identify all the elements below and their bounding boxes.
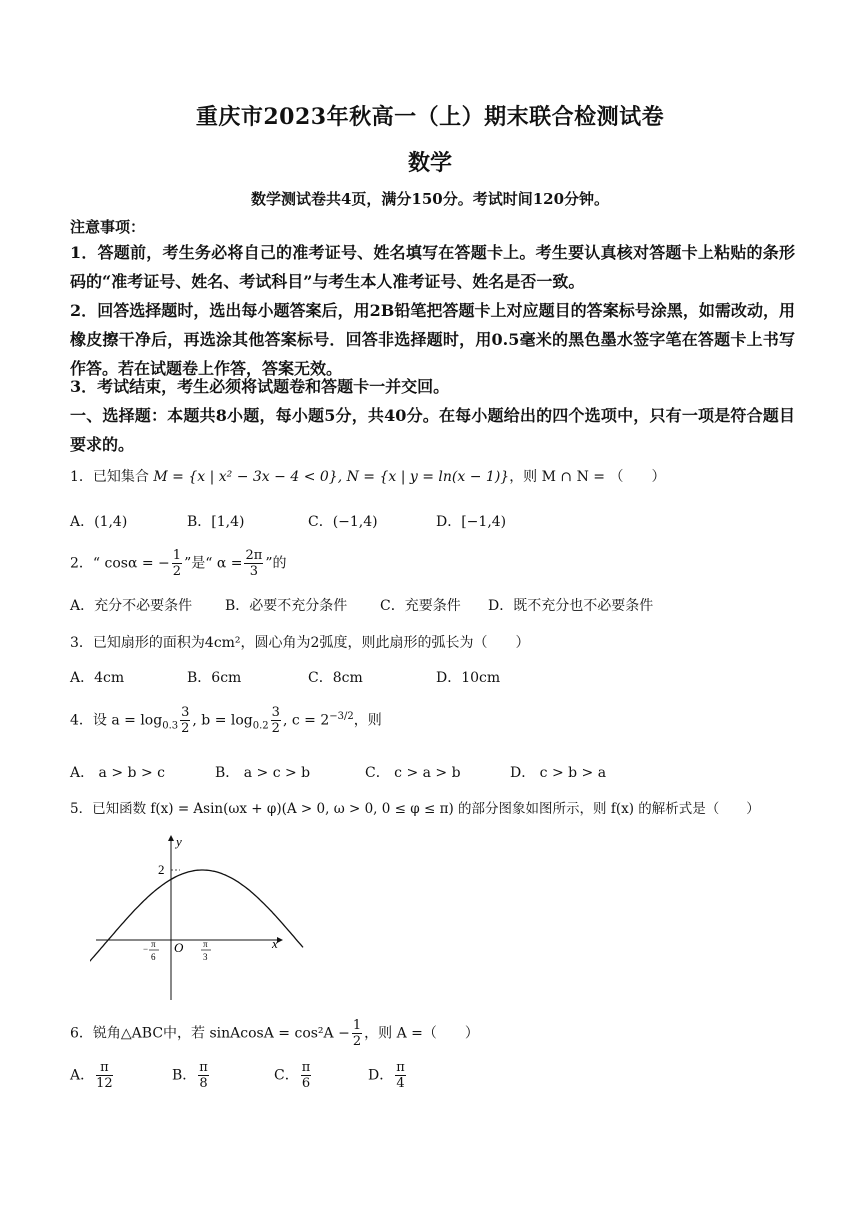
q2-option-c: C．充要条件 xyxy=(380,598,461,614)
q2-fraction-1 xyxy=(172,548,182,579)
q2-tail: ”的 xyxy=(265,555,287,572)
q1-option-c: C．(−1,4) xyxy=(308,514,378,530)
q6-option-c-den: 6 xyxy=(301,1076,311,1091)
q3-option-d: D．10cm xyxy=(436,670,501,686)
q1-set-n: , N = {x | y = ln(x − 1)} xyxy=(337,469,510,485)
q2-frac1-den: 2 xyxy=(172,564,182,579)
q6-open: 6．锐角△ABC中，若 sinAcosA = cos²A − xyxy=(70,1025,350,1042)
question-2 xyxy=(70,548,810,579)
left-tick-num: π xyxy=(151,939,156,949)
q6-option-d-letter: D． xyxy=(368,1067,394,1084)
q6-option-a xyxy=(70,1060,115,1091)
q2-fraction-2 xyxy=(244,548,263,579)
q6-option-b xyxy=(172,1060,211,1091)
right-tick-num: π xyxy=(203,939,208,949)
q3-option-c: C．8cm xyxy=(308,670,363,686)
q6-option-d-num: π xyxy=(396,1060,405,1075)
q6-tail: ，则 A =（ ） xyxy=(364,1025,479,1042)
q4-open: 4．设 a = log xyxy=(70,712,163,729)
q6-option-b-letter: B． xyxy=(172,1067,197,1084)
q4-tail: ，则 xyxy=(353,712,382,729)
q6-option-c-letter: C． xyxy=(274,1067,299,1084)
question-3: 3．已知扇形的面积为4cm²，圆心角为2弧度，则此扇形的弧长为（ ） xyxy=(70,635,530,651)
subject-heading: 数学 xyxy=(407,150,452,176)
note-item-2: 2．回答选择题时，选出每小题答案后，用2B铅笔把答题卡上对应题目的答案标号涂黑，如需改动，用橡皮擦干净后，再选涂其他答案标号．回答非选择题时，用0.5毫米的黑色墨水签字笔在答题卡上书写作答。若在试题卷上作答，答案无效。 xyxy=(70,301,795,378)
question-4 xyxy=(70,705,810,736)
q1-set-m: M = {x | x² − 3x − 4 < 0} xyxy=(153,469,338,485)
left-tick-den: 6 xyxy=(151,952,156,962)
q1-tail: ，则 M ∩ N = （ ） xyxy=(509,469,666,485)
q4-c-part: , c = 2 xyxy=(282,712,330,729)
sine-graph xyxy=(90,830,310,1010)
q6-option-c-num: π xyxy=(301,1060,311,1075)
page-title: 重庆市2023年秋高一（上）期末联合检测试卷 xyxy=(195,104,665,130)
q2-option-b: B．必要不充分条件 xyxy=(225,598,348,614)
exam-info: 数学测试卷共4页，满分150分。考试时间120分钟。 xyxy=(250,190,610,208)
q6-frac-num: 1 xyxy=(352,1018,362,1033)
q4-option-c: C． c > a > b xyxy=(365,765,461,781)
q1-option-a: A．(1,4) xyxy=(70,514,128,530)
q4-frac-b-num: 3 xyxy=(271,705,280,720)
q4-option-a: A． a > b > c xyxy=(70,765,165,781)
q1-prefix: 1．已知集合 xyxy=(70,469,149,485)
q4-fraction-b xyxy=(271,705,281,736)
q6-option-d xyxy=(368,1060,408,1091)
origin-label: O xyxy=(174,940,184,955)
q6-option-d-den: 4 xyxy=(396,1076,405,1091)
question-1 xyxy=(70,466,810,486)
right-tick-den: 3 xyxy=(203,952,208,962)
q2-open: 2．“ cosα = − xyxy=(70,555,170,572)
q6-option-c xyxy=(274,1060,313,1091)
q6-option-a-den: 12 xyxy=(96,1076,113,1091)
q2-frac2-num: 2π xyxy=(245,548,263,563)
note-item-1: 1．答题前，考生务必将自己的准考证号、姓名填写在答题卡上。考生要认真核对答题卡上粘贴的条形码的“准考证号、姓名、考试科目”与考生本人准考证号、姓名是否一致。 xyxy=(70,243,795,291)
q2-mid: ”是“ α = xyxy=(184,555,243,572)
q4-base-a: 0.3 xyxy=(162,720,179,732)
q4-frac-a-num: 3 xyxy=(181,705,190,720)
x-axis-label: x xyxy=(272,936,278,951)
q6-fraction xyxy=(352,1018,362,1049)
question-6 xyxy=(70,1018,810,1049)
q6-option-a-num: π xyxy=(96,1060,113,1076)
q4-option-d: D． c > b > a xyxy=(510,765,607,781)
q4-c-exponent: −3/2 xyxy=(329,710,354,722)
q4-frac-b-den: 2 xyxy=(271,721,280,736)
q6-option-b-den: 8 xyxy=(199,1076,208,1091)
section-heading: 一、选择题：本题共8小题，每小题5分，共40分。在每小题给出的四个选项中，只有一项是符合题目要求的。 xyxy=(70,406,795,454)
q4-mid: , b = log xyxy=(192,712,253,729)
question-5: 5．已知函数 f(x) = Asin(ωx + φ)(A > 0, ω > 0, 0 ≤ φ ≤ π) 的部分图象如图所示，则 f(x) 的解析式是（ ） xyxy=(70,801,760,817)
y-axis-label: y xyxy=(176,834,182,849)
q2-frac1-num: 1 xyxy=(172,548,182,563)
q6-option-a-letter: A． xyxy=(70,1067,95,1084)
q2-frac2-den: 3 xyxy=(249,564,259,579)
left-tick-sign: − xyxy=(143,944,149,954)
q4-frac-a-den: 2 xyxy=(181,721,190,736)
sine-curve xyxy=(90,870,303,971)
q1-option-b: B．[1,4) xyxy=(187,514,245,530)
q4-fraction-a xyxy=(180,705,190,736)
notes-heading: 注意事项： xyxy=(70,218,146,236)
q3-option-a: A．4cm xyxy=(70,670,125,686)
q3-option-b: B．6cm xyxy=(187,670,242,686)
note-item-3: 3．考试结束，考生必须将试题卷和答题卡一并交回。 xyxy=(70,377,450,396)
q6-option-b-num: π xyxy=(199,1060,208,1075)
q4-option-b: B． a > c > b xyxy=(215,765,311,781)
max-label: 2 xyxy=(158,862,165,877)
q1-option-d: D．[−1,4) xyxy=(436,514,507,530)
q4-base-b: 0.2 xyxy=(252,720,269,732)
q2-option-d: D．既不充分也不必要条件 xyxy=(488,598,654,614)
q6-frac-den: 2 xyxy=(352,1034,362,1049)
q2-option-a: A．充分不必要条件 xyxy=(70,598,193,614)
